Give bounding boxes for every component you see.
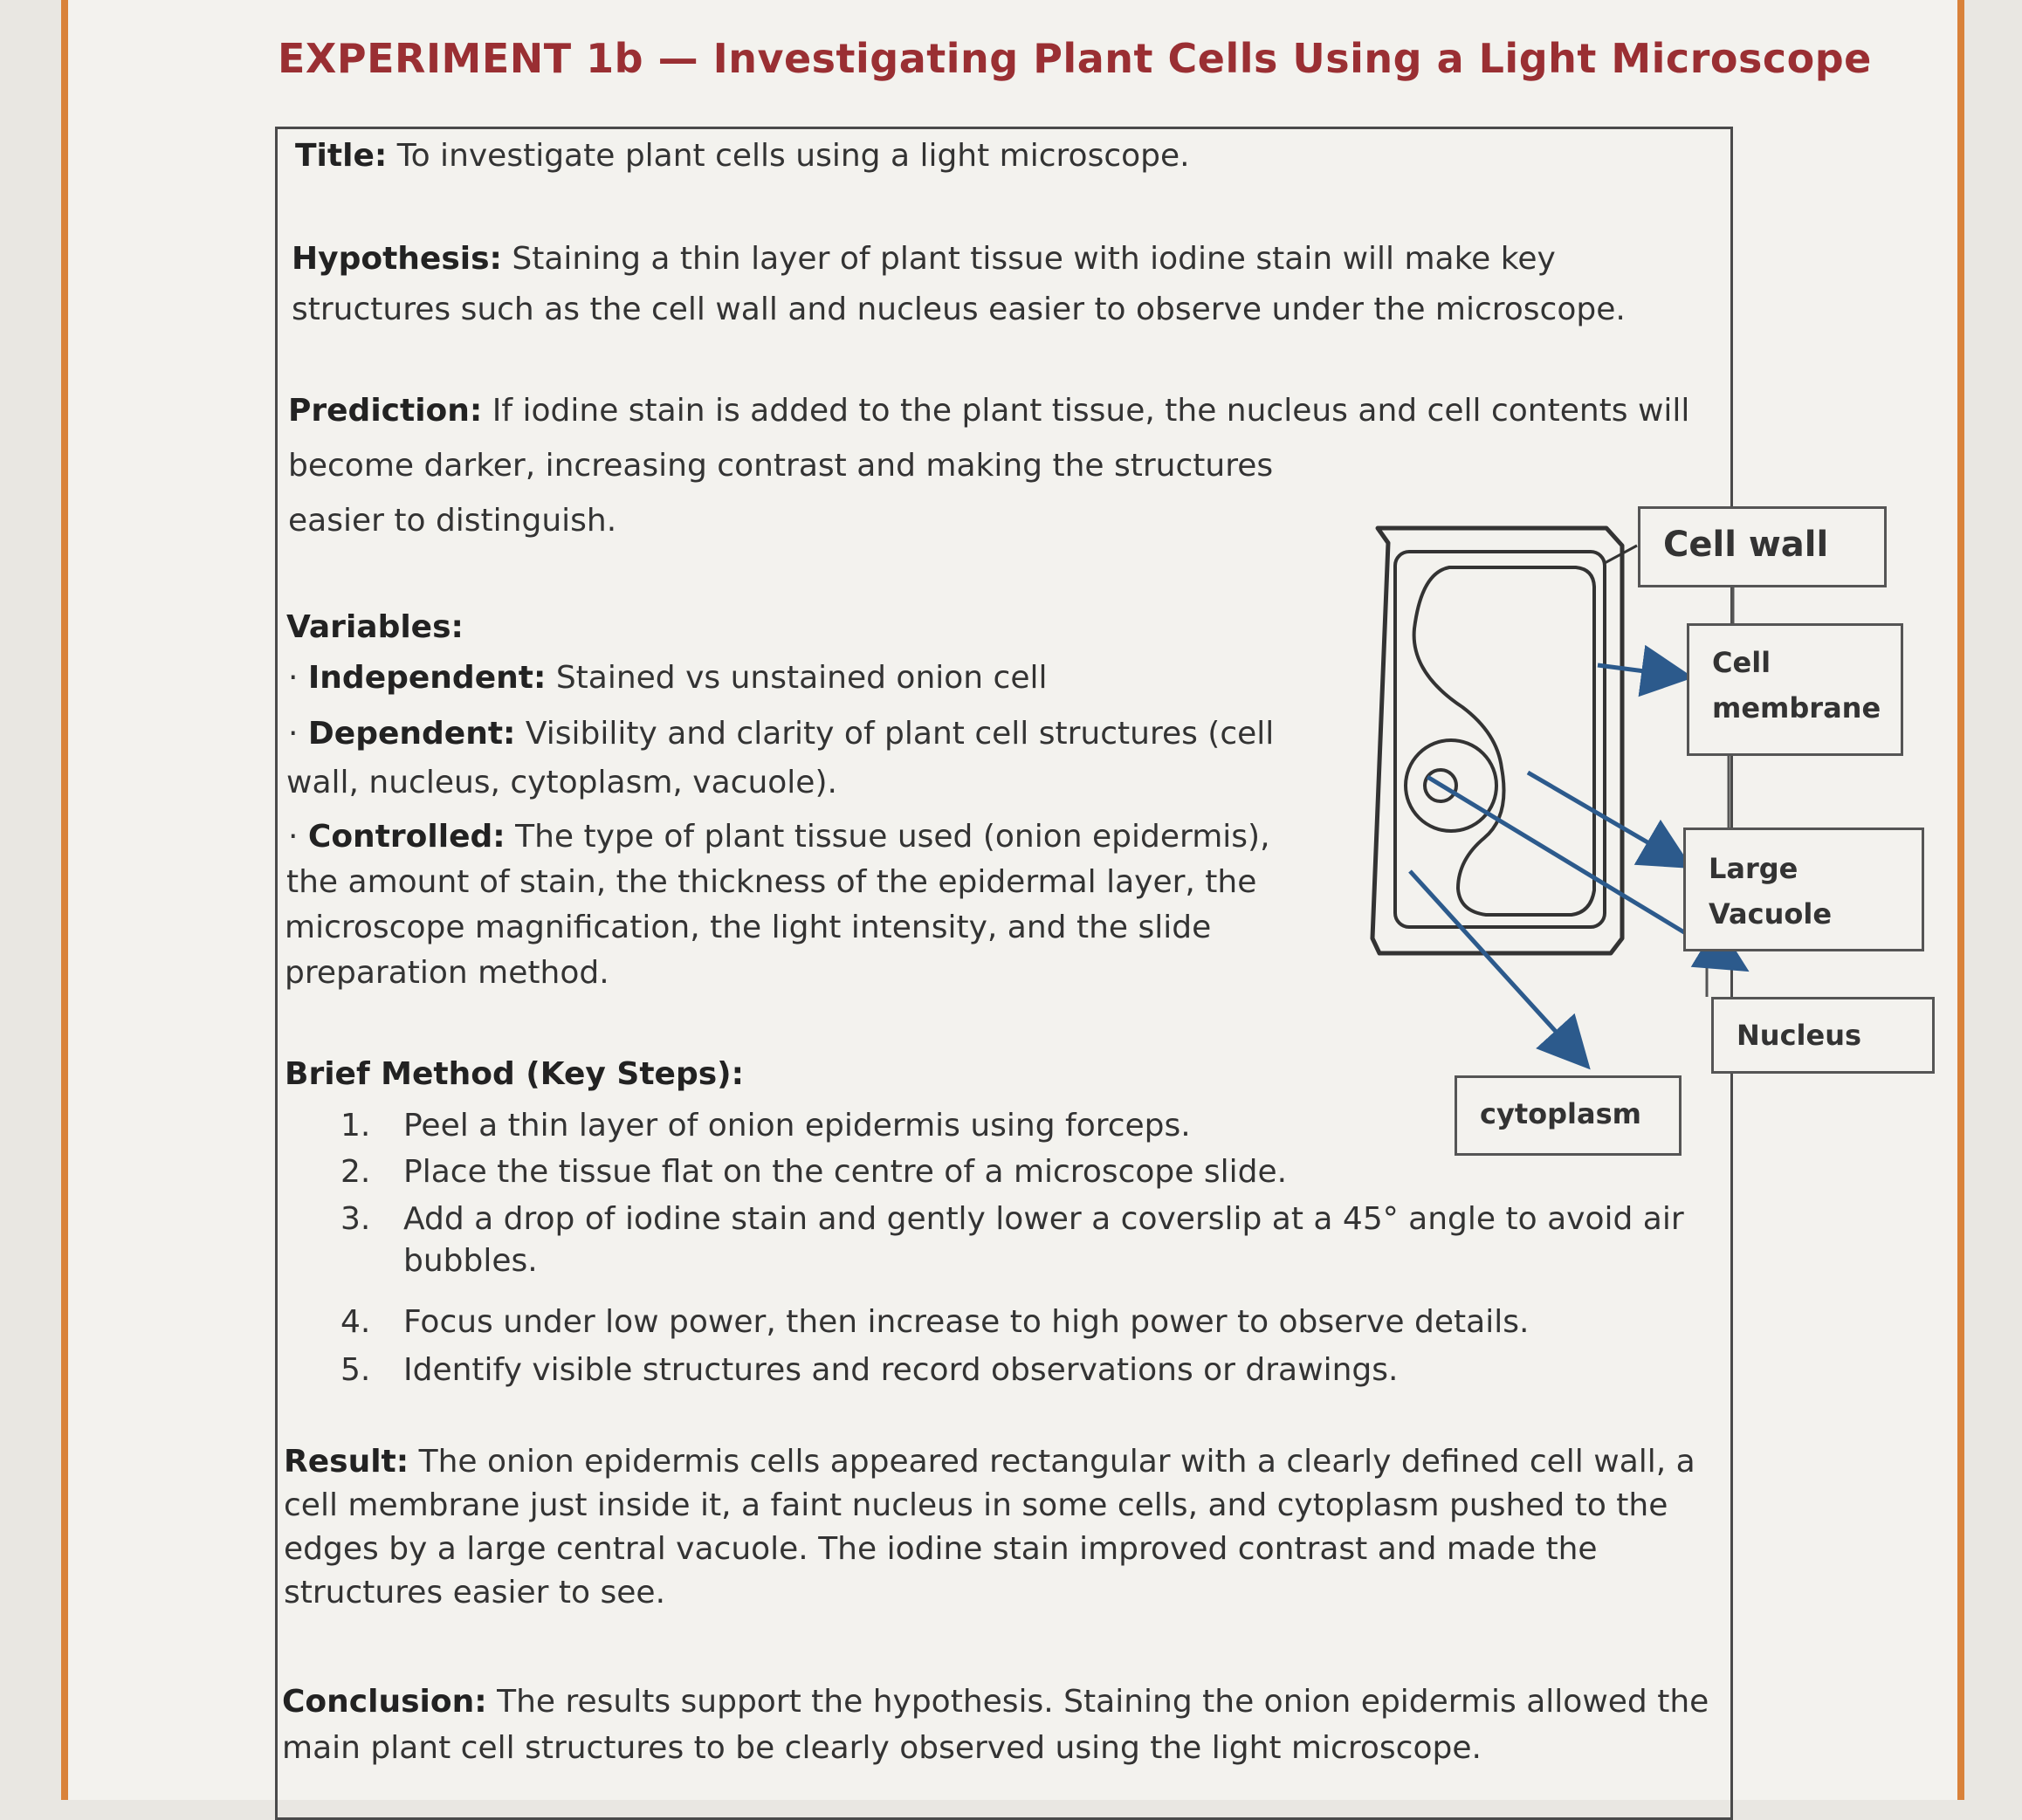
cell-wall-outline xyxy=(1372,528,1622,953)
controlled-line-4: preparation method. xyxy=(285,955,609,991)
result-line-2: cell membrane just inside it, a faint nucleus in some cells, and cytoplasm pushed to the xyxy=(284,1487,1668,1523)
vacuole-label xyxy=(1683,828,1924,951)
step-text: Add a drop of iodine stain and gently lower a coverslip at a 45° angle to avoid air xyxy=(403,1201,1684,1237)
result-label: Result: xyxy=(284,1444,409,1480)
result-text-1: The onion epidermis cells appeared rectangular with a clearly defined cell wall, a xyxy=(418,1444,1695,1480)
prediction-label: Prediction: xyxy=(288,393,483,429)
title-label: Title: xyxy=(295,138,388,174)
dependent-label: Dependent: xyxy=(307,716,516,752)
step-number: 4. xyxy=(340,1304,371,1340)
title-text: To investigate plant cells using a light microscope. xyxy=(396,138,1190,174)
step-text: Peel a thin layer of onion epidermis using forceps. xyxy=(403,1108,1191,1144)
dependent-text-1: Visibility and clarity of plant cell structures (cell xyxy=(525,716,1275,752)
independent-text: Stained vs unstained onion cell xyxy=(555,660,1048,696)
cell-membrane-outline xyxy=(1395,552,1605,927)
nucleus-outer xyxy=(1406,740,1496,831)
bullet-icon: · xyxy=(288,819,299,855)
bullet-icon: · xyxy=(288,660,299,696)
step-text: Identify visible structures and record observations or drawings. xyxy=(403,1352,1399,1388)
controlled-label: Controlled: xyxy=(307,819,506,855)
nucleus-label: Nucleus xyxy=(1711,997,1935,1074)
vacuole-label-line2: Vacuole xyxy=(1709,897,1833,931)
result-line-4: structures easier to see. xyxy=(284,1575,666,1611)
cell-membrane-label-line2: membrane xyxy=(1712,691,1881,725)
step-number: 3. xyxy=(340,1201,371,1237)
controlled-line-2: the amount of stain, the thickness of the epidermal layer, the xyxy=(286,864,1257,900)
vacuole-label-line1: Large xyxy=(1709,852,1798,885)
hypothesis-text-1: Staining a thin layer of plant tissue with iodine stain will make key xyxy=(512,241,1556,277)
dependent-line-2: wall, nucleus, cytoplasm, vacuole). xyxy=(286,765,837,800)
prediction-text-1: If iodine stain is added to the plant tissue, the nucleus and cell contents will xyxy=(492,393,1690,429)
conclusion-text-1: The results support the hypothesis. Staining the onion epidermis allowed the xyxy=(497,1684,1709,1720)
controlled-line-3: microscope magnification, the light intensity, and the slide xyxy=(285,910,1212,945)
conclusion-label: Conclusion: xyxy=(282,1684,487,1720)
step-text: Focus under low power, then increase to high power to observe details. xyxy=(403,1304,1530,1340)
step-text: Place the tissue flat on the centre of a microscope slide. xyxy=(403,1154,1288,1190)
step-number: 5. xyxy=(340,1352,371,1388)
prediction-line-3: easier to distinguish. xyxy=(288,503,617,539)
step-number: 2. xyxy=(340,1154,371,1190)
prediction-line-2: become darker, increasing contrast and making the structures xyxy=(288,448,1274,484)
cell-membrane-label xyxy=(1687,623,1903,756)
controlled-text-1: The type of plant tissue used (onion epidermis), xyxy=(515,819,1270,855)
step-text: bubbles. xyxy=(403,1243,538,1279)
method-heading: Brief Method (Key Steps): xyxy=(285,1056,744,1092)
cell-wall-label: Cell wall xyxy=(1638,506,1887,587)
experiment-heading: EXPERIMENT 1b — Investigating Plant Cells Using a Light Microscope xyxy=(278,35,1872,82)
conclusion-line-2: main plant cell structures to be clearly observed using the light microscope. xyxy=(282,1730,1482,1766)
variables-heading: Variables: xyxy=(286,609,464,645)
hypothesis-label: Hypothesis: xyxy=(292,241,502,277)
cytoplasm-label: cytoplasm xyxy=(1455,1075,1682,1156)
cytoplasm-arrow xyxy=(1410,871,1585,1063)
independent-label: Independent: xyxy=(307,660,547,696)
hypothesis-line-2: structures such as the cell wall and nucleus easier to observe under the microscope. xyxy=(292,292,1626,327)
step-number: 1. xyxy=(340,1108,371,1144)
cell-membrane-arrow xyxy=(1598,665,1685,676)
result-line-3: edges by a large central vacuole. The iodine stain improved contrast and made the xyxy=(284,1531,1598,1567)
cell-membrane-label-line1: Cell xyxy=(1712,646,1771,679)
bullet-icon: · xyxy=(288,716,299,752)
